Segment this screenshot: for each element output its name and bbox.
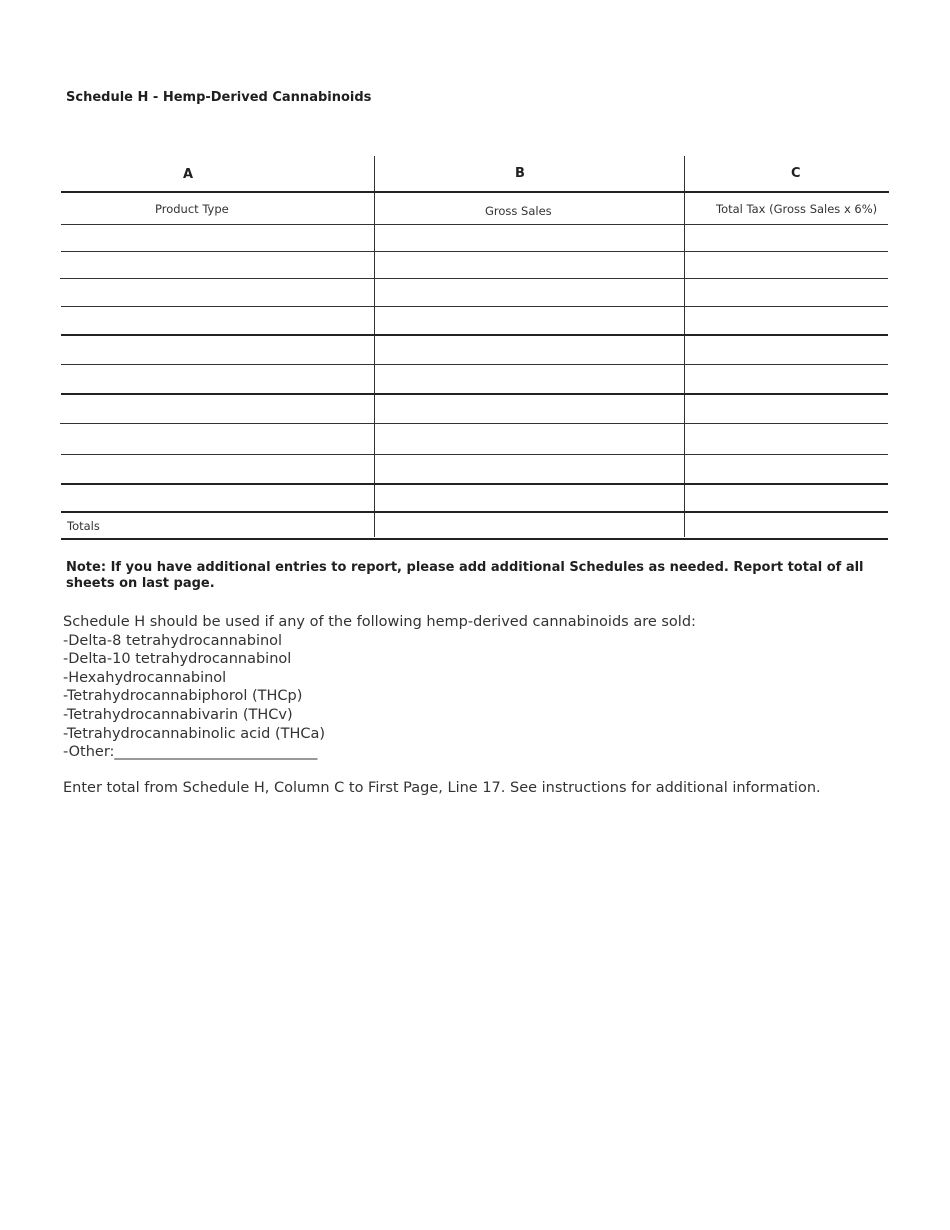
cannabinoid-item: -Tetrahydrocannabiphorol (THCp) — [63, 688, 303, 705]
gross-sales-cell[interactable] — [376, 280, 683, 305]
gross-sales-cell[interactable] — [376, 253, 683, 277]
usage-section — [63, 613, 903, 762]
gross-sales-cell[interactable] — [376, 308, 683, 333]
row-rule — [61, 251, 888, 252]
product-type-cell[interactable] — [62, 337, 373, 363]
column-b-label: Gross Sales — [485, 204, 552, 218]
cannabinoid-item: -Tetrahydrocannabivarin (THCv) — [63, 706, 293, 723]
gross-sales-cell[interactable] — [376, 456, 683, 482]
row-rule — [61, 364, 888, 365]
gross-sales-cell[interactable] — [376, 425, 683, 453]
page-title: Schedule H - Hemp-Derived Cannabinoids — [66, 90, 372, 105]
row-rule — [61, 483, 888, 485]
total-tax-total-cell[interactable] — [686, 514, 887, 537]
gross-sales-cell[interactable] — [376, 486, 683, 510]
column-c-letter: C — [791, 166, 801, 181]
row-rule — [60, 423, 888, 424]
product-type-cell[interactable] — [62, 253, 373, 277]
product-type-cell[interactable] — [62, 280, 373, 305]
total-tax-cell[interactable] — [686, 308, 887, 333]
cannabinoid-item: -Hexahydrocannabinol — [63, 669, 227, 686]
row-rule — [61, 511, 888, 513]
total-tax-cell[interactable] — [686, 425, 887, 453]
product-type-cell[interactable] — [62, 456, 373, 482]
column-c-label: Total Tax (Gross Sales x 6%) — [716, 202, 878, 216]
total-tax-cell[interactable] — [686, 226, 887, 250]
column-a-letter: A — [183, 167, 194, 182]
gross-sales-cell[interactable] — [376, 366, 683, 392]
schedule-table — [0, 0, 950, 560]
gross-sales-total-cell[interactable] — [376, 514, 683, 537]
product-type-cell[interactable] — [62, 226, 373, 250]
header-rule — [61, 191, 889, 193]
row-rule — [61, 393, 888, 395]
column-b-letter: B — [515, 166, 525, 181]
product-type-cell[interactable] — [62, 486, 373, 510]
instruction-text: Enter total from Schedule H, Column C to First Page, Line 17. See instructions for additional information. — [63, 780, 821, 796]
cannabinoid-item: -Delta-8 tetrahydrocannabinol — [63, 632, 283, 649]
cannabinoid-item: -Delta-10 tetrahydrocannabinol — [63, 651, 292, 668]
note-text: Note: If you have additional entries to report, please add additional Schedules as needed. Report total of all sheets on last page. — [66, 560, 864, 591]
row-rule — [61, 306, 888, 307]
row-rule — [60, 278, 888, 279]
total-tax-cell[interactable] — [686, 396, 887, 422]
row-rule — [61, 454, 888, 455]
column-divider-a-b — [374, 156, 375, 537]
total-tax-cell[interactable] — [686, 253, 887, 277]
total-tax-cell[interactable] — [686, 366, 887, 392]
gross-sales-cell[interactable] — [376, 226, 683, 250]
total-tax-cell[interactable] — [686, 337, 887, 363]
gross-sales-cell[interactable] — [376, 396, 683, 422]
total-tax-cell[interactable] — [686, 280, 887, 305]
cannabinoid-item: -Tetrahydrocannabinolic acid (THCa) — [63, 725, 326, 742]
column-divider-b-c — [684, 156, 685, 537]
product-type-cell[interactable] — [62, 425, 373, 453]
gross-sales-cell[interactable] — [376, 337, 683, 363]
product-type-cell[interactable] — [62, 366, 373, 392]
product-type-cell[interactable] — [62, 396, 373, 422]
column-a-label: Product Type — [155, 202, 229, 216]
totals-label: Totals — [67, 519, 100, 533]
usage-intro: Schedule H should be used if any of the following hemp-derived cannabinoids are sold: — [63, 614, 696, 630]
row-rule — [61, 224, 888, 225]
table-bottom-rule — [61, 538, 888, 540]
product-type-cell[interactable] — [62, 308, 373, 333]
row-rule — [61, 334, 888, 336]
total-tax-cell[interactable] — [686, 456, 887, 482]
total-tax-cell[interactable] — [686, 486, 887, 510]
cannabinoid-other-item[interactable]: -Other:____________________________ — [63, 744, 318, 761]
